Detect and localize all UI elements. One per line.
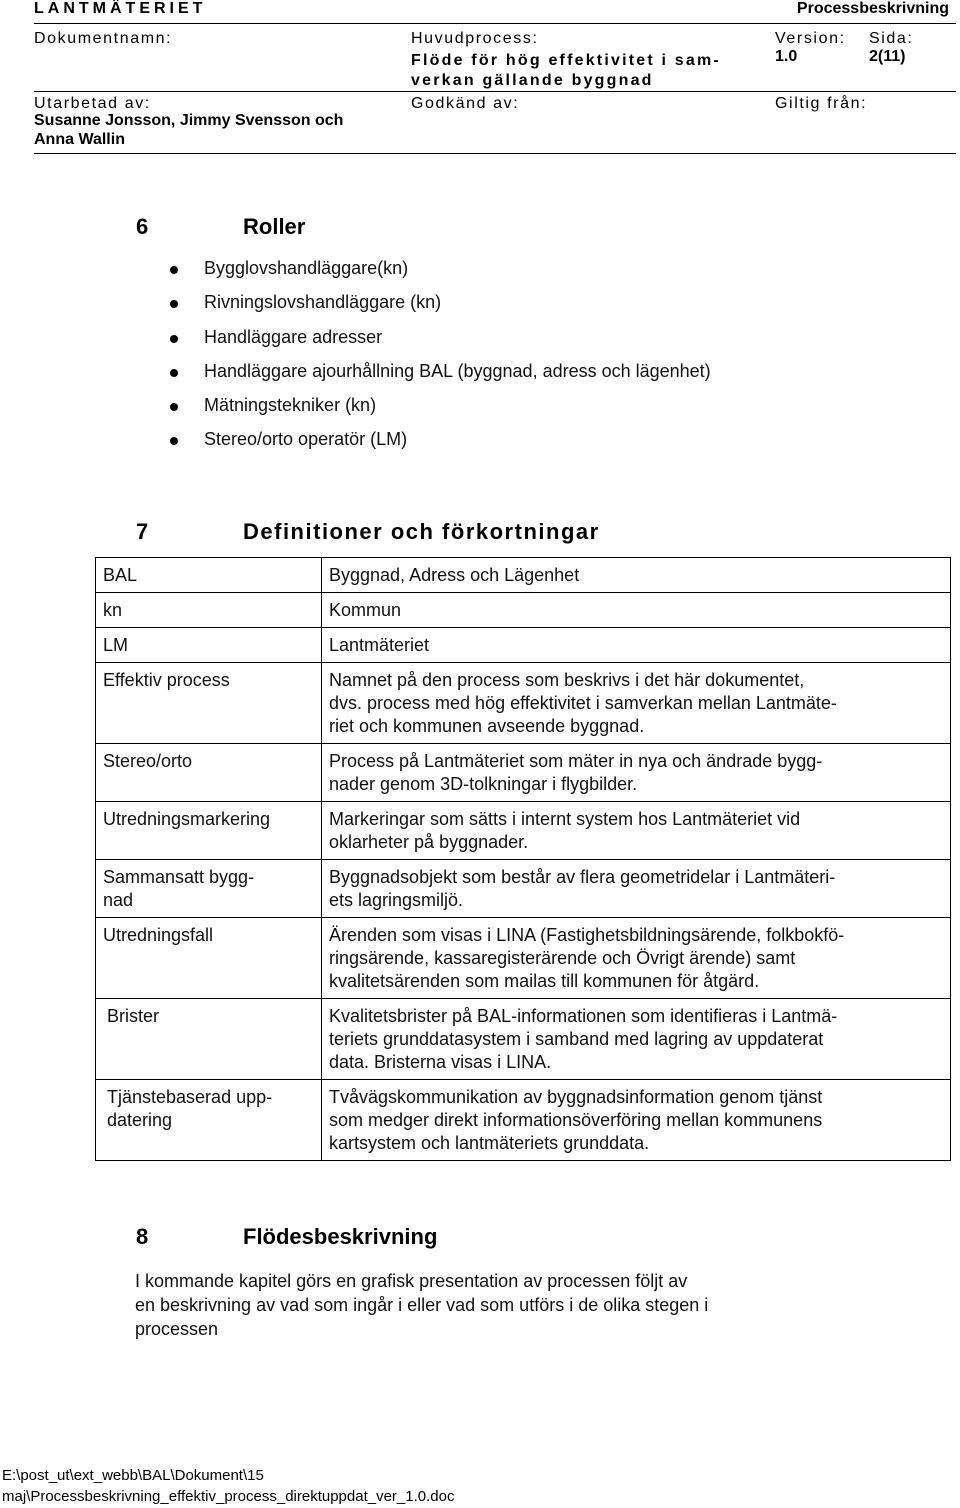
main-process-line-2: verkan gällande byggnad xyxy=(411,72,654,89)
footer-path-line-1: E:\post_ut\ext_webb\BAL\Dokument\15 xyxy=(2,1467,264,1484)
roles-list xyxy=(170,258,711,464)
section-7-title: Definitioner och förkortningar xyxy=(243,519,600,544)
definition-cell: Byggnad, Adress och Lägenhet xyxy=(322,558,951,593)
definition-cell: Markeringar som sätts i internt system hos Lantmäteriet vid oklarheter på byggnader. xyxy=(322,802,951,860)
section-6-number: 6 xyxy=(136,214,149,239)
term-cell: Sammansatt bygg- nad xyxy=(96,860,322,918)
list-item: Handläggare ajourhållning BAL (byggnad, adress och lägenhet) xyxy=(170,361,711,395)
section-7-number: 7 xyxy=(136,519,150,544)
section-8-title: Flödesbeskrivning xyxy=(243,1224,438,1249)
approved-label: Godkänd av: xyxy=(411,95,520,112)
doc-type: Processbeskrivning xyxy=(796,0,949,17)
section-7-heading xyxy=(136,519,836,547)
definition-cell: Kvalitetsbrister på BAL-informationen som identifieras i Lantmä- teriets grunddatasystem i samband med lagring av uppdaterat data. Bristerna visas i LINA. xyxy=(322,999,951,1080)
term-cell: Effektiv process xyxy=(96,663,322,744)
version-value: 1.0 xyxy=(775,48,798,65)
term-cell: Brister xyxy=(96,999,322,1080)
term-cell: BAL xyxy=(96,558,322,593)
table-row xyxy=(96,1080,951,1161)
definition-cell: Tvåvägskommunikation av byggnadsinformation genom tjänst som medger direkt informationsöverföring mellan kommunens kartsystem och lantmäteriets grunddata. xyxy=(322,1080,951,1161)
doc-name-label: Dokumentnamn: xyxy=(34,30,173,47)
bullet-icon xyxy=(170,300,178,308)
definition-cell: Byggnadsobjekt som består av flera geometridelar i Lantmäteri- ets lagringsmiljö. xyxy=(322,860,951,918)
definitions-table xyxy=(95,557,951,1161)
table-row xyxy=(96,918,951,999)
footer-path-line-2: maj\Processbeskrivning_effektiv_process_direktuppdat_ver_1.0.doc xyxy=(2,1488,455,1505)
term-cell: Stereo/orto xyxy=(96,744,322,802)
list-item: Bygglovshandläggare(kn) xyxy=(170,258,711,292)
bullet-icon xyxy=(170,335,178,343)
term-cell: Utredningsmarkering xyxy=(96,802,322,860)
list-item: Handläggare adresser xyxy=(170,327,711,361)
table-row xyxy=(96,593,951,628)
header-rule-top xyxy=(34,23,956,24)
page-label: Sida: xyxy=(869,30,914,47)
org-name: LANTMÄTERIET xyxy=(34,0,207,17)
definition-cell: Lantmäteriet xyxy=(322,628,951,663)
list-item: Stereo/orto operatör (LM) xyxy=(170,429,711,463)
section-8-number: 8 xyxy=(136,1224,149,1249)
main-process-label: Huvudprocess: xyxy=(411,30,539,47)
header-rule-bottom xyxy=(34,153,956,154)
table-row xyxy=(96,744,951,802)
section-8-heading xyxy=(136,1224,736,1252)
valid-from-label: Giltig från: xyxy=(775,95,868,112)
table-row xyxy=(96,558,951,593)
section-8-paragraph: I kommande kapitel görs en grafisk presentation av processen följt av en beskrivning av vad som ingår i eller vad som utförs i de olika stegen i processen xyxy=(135,1271,709,1339)
author-line-1: Susanne Jonsson, Jimmy Svensson och xyxy=(34,112,344,129)
definition-cell: Process på Lantmäteriet som mäter in nya och ändrade bygg- nader genom 3D-tolkningar i flygbilder. xyxy=(322,744,951,802)
bullet-icon xyxy=(170,437,178,445)
list-item: Rivningslovshandläggare (kn) xyxy=(170,292,711,326)
main-process-line-1: Flöde för hög effektivitet i sam- xyxy=(411,52,721,69)
term-cell: LM xyxy=(96,628,322,663)
definition-cell: Namnet på den process som beskrivs i det här dokumentet, dvs. process med hög effektivitet i samverkan mellan Lantmäte- riet och kommunen avseende byggnad. xyxy=(322,663,951,744)
definition-cell: Ärenden som visas i LINA (Fastighetsbildningsärende, folkbokfö- ringsärende, kassaregisterärende och Övrigt ärende) samt kvalitetsärenden som mailas till kommunen för åtgärd. xyxy=(322,918,951,999)
version-label: Version: xyxy=(775,30,846,47)
bullet-icon xyxy=(170,266,178,274)
definition-cell: Kommun xyxy=(322,593,951,628)
table-row xyxy=(96,802,951,860)
table-row xyxy=(96,663,951,744)
bullet-icon xyxy=(170,369,178,377)
header-rule-middle xyxy=(34,91,956,92)
section-6-title: Roller xyxy=(243,214,306,239)
page-value: 2(11) xyxy=(869,48,906,65)
table-row xyxy=(96,999,951,1080)
term-cell: kn xyxy=(96,593,322,628)
author-line-2: Anna Wallin xyxy=(34,131,125,148)
term-cell: Tjänstebaserad upp- datering xyxy=(96,1080,322,1161)
table-row xyxy=(96,860,951,918)
table-row xyxy=(96,628,951,663)
bullet-icon xyxy=(170,403,178,411)
term-cell: Utredningsfall xyxy=(96,918,322,999)
author-label: Utarbetad av: xyxy=(34,95,151,112)
list-item: Mätningstekniker (kn) xyxy=(170,395,711,429)
section-6-heading xyxy=(136,214,736,242)
